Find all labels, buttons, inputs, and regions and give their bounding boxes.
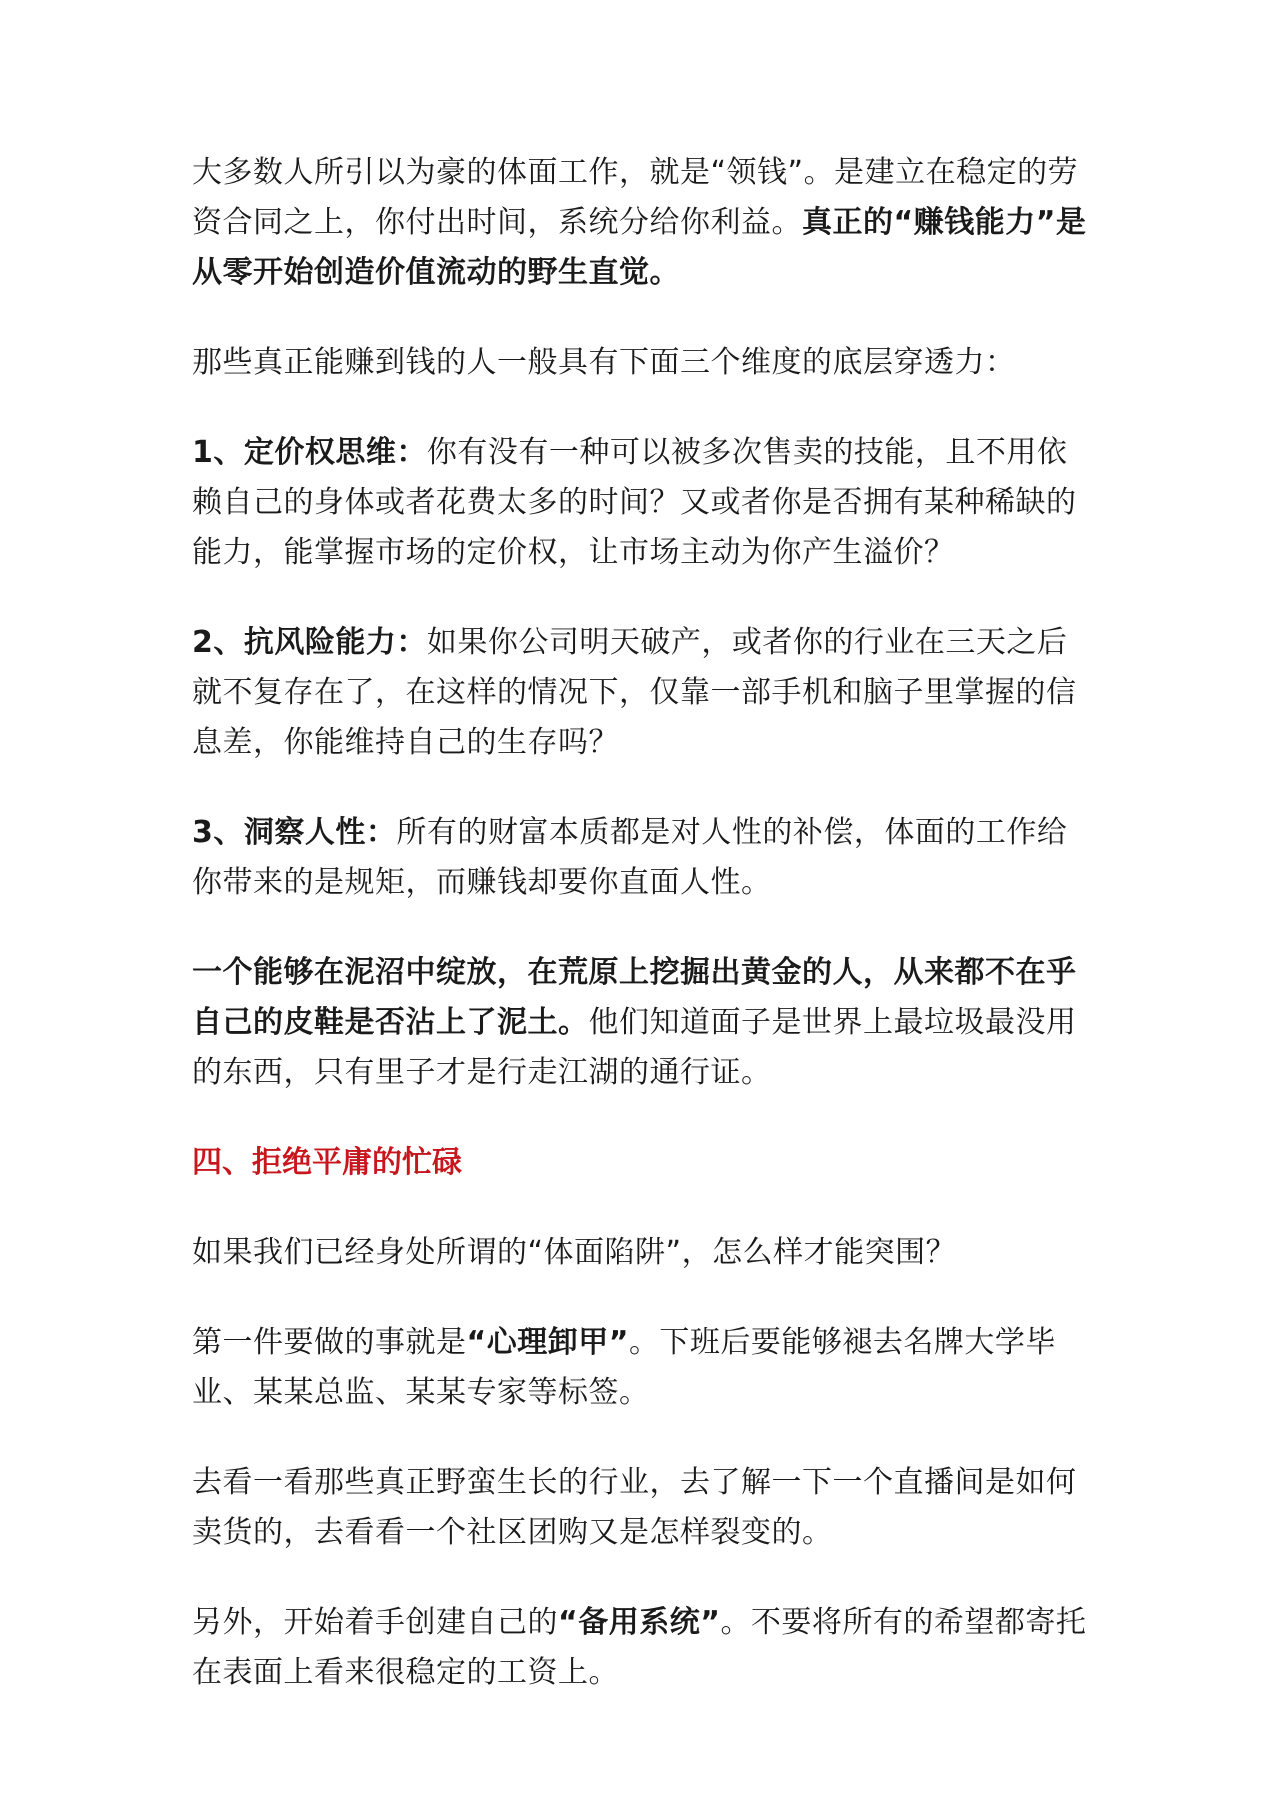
paragraph-4-risk-resistance <box>192 618 1092 768</box>
paragraph-10-bold: “备用系统” <box>558 1605 721 1640</box>
paragraph-6-bold: 一个能够在泥沼中绽放，在荒原上挖掘出黄金的人，从来都不在乎自己的皮鞋是否沾上了泥土。 <box>192 955 1077 1040</box>
paragraph-2-text: 那些真正能赚到钱的人一般具有下面三个维度的底层穿透力： <box>192 345 1016 380</box>
paragraph-7-text: 如果我们已经身处所谓的“体面陷阱”，怎么样才能突围？ <box>192 1235 957 1270</box>
paragraph-8 <box>192 1318 1092 1418</box>
paragraph-4-bold: 2、抗风险能力： <box>192 625 427 660</box>
paragraph-6 <box>192 948 1092 1098</box>
section-heading: 四、拒绝平庸的忙碌 <box>192 1145 462 1180</box>
paragraph-5-bold: 3、洞察人性： <box>192 815 397 850</box>
paragraph-8-bold: “心理卸甲” <box>466 1325 629 1360</box>
paragraph-4-text: 如果你公司明天破产，或者你的行业在三天之后就不复存在了，在这样的情况下，仅靠一部手机和脑子里掌握的信息差，你能维持自己的生存吗？ <box>192 625 1077 760</box>
paragraph-3-pricing-power <box>192 428 1092 578</box>
paragraph-8-text-a: 第一件要做的事就是 <box>192 1325 467 1360</box>
paragraph-9 <box>192 1458 1092 1558</box>
article-body <box>192 148 1092 1738</box>
paragraph-3-bold: 1、定价权思维： <box>192 435 427 470</box>
paragraph-2 <box>192 338 1092 388</box>
paragraph-10 <box>192 1598 1092 1698</box>
paragraph-8-text-b: 。下班后要能够褪去名牌大学毕业、某某总监、某某专家等标签。 <box>192 1325 1056 1410</box>
paragraph-9-text: 去看一看那些真正野蛮生长的行业，去了解一下一个直播间是如何卖货的，去看看一个社区团购又是怎样裂变的。 <box>192 1465 1077 1550</box>
paragraph-5-human-nature <box>192 808 1092 908</box>
paragraph-10-text-b: 。不要将所有的希望都寄托在表面上看来很稳定的工资上。 <box>192 1605 1087 1690</box>
paragraph-1-bold: 真正的“赚钱能力”是从零开始创造价值流动的野生直觉。 <box>192 205 1087 290</box>
paragraph-6-text: 他们知道面子是世界上最垃圾最没用的东西，只有里子才是行走江湖的通行证。 <box>192 1005 1077 1090</box>
paragraph-1 <box>192 148 1092 298</box>
paragraph-1-text: 大多数人所引以为豪的体面工作，就是“领钱”。是建立在稳定的劳资合同之上，你付出时间，系统分给你利益。 <box>192 155 1079 240</box>
paragraph-5-text: 所有的财富本质都是对人性的补偿，体面的工作给你带来的是规矩，而赚钱却要你直面人性。 <box>192 815 1068 900</box>
paragraph-3-text: 你有没有一种可以被多次售卖的技能，且不用依赖自己的身体或者花费太多的时间？又或者你是否拥有某种稀缺的能力，能掌握市场的定价权，让市场主动为你产生溢价？ <box>192 435 1077 570</box>
paragraph-10-text-a: 另外，开始着手创建自己的 <box>192 1605 558 1640</box>
paragraph-7 <box>192 1228 1092 1278</box>
